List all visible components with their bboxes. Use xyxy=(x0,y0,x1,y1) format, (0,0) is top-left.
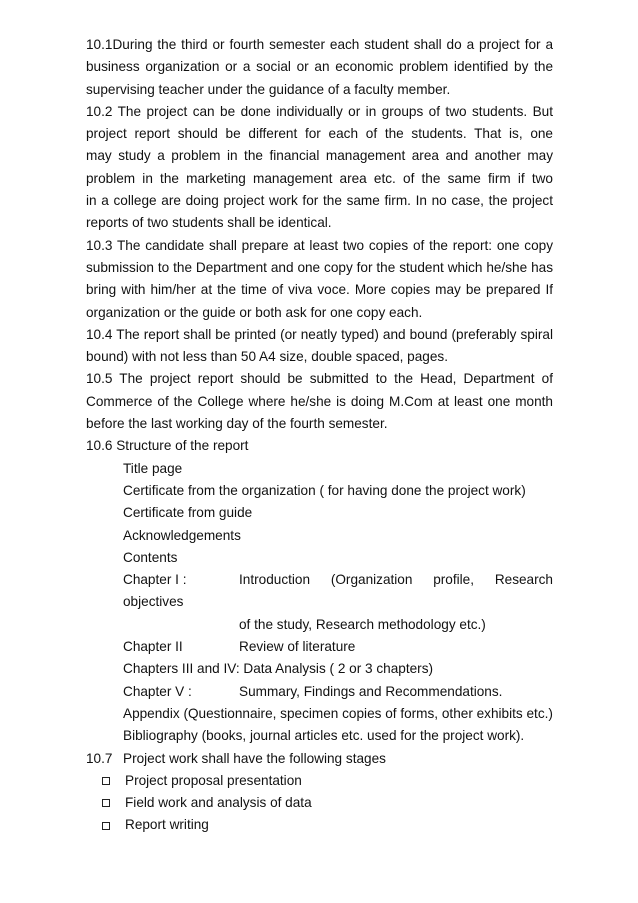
chapter-text: Review of literature xyxy=(239,639,356,655)
paragraph-10-6 xyxy=(86,435,553,747)
text-line: problem in the marketing management area etc. of the same firm if two xyxy=(86,170,553,186)
text-line: in a college are doing project work for the same firm. In no case, the project xyxy=(86,193,553,209)
paragraph-10-3 xyxy=(86,235,553,324)
stage-item xyxy=(86,792,553,814)
paragraph-10-4 xyxy=(86,324,553,369)
text-line: may study a problem in the financial management area and another may xyxy=(86,148,553,164)
section-heading: 10.6 Structure of the report xyxy=(86,438,249,454)
stage-item xyxy=(86,814,553,836)
text-line: organization or the guide or both ask for one copy each. xyxy=(86,304,423,320)
chapter-1-objectives: objectives xyxy=(123,594,184,610)
text-line: 10.2 The project can be done individually or in groups of two students. But xyxy=(86,103,553,119)
paragraph-10-1 xyxy=(86,34,553,101)
text-line: submission to the Department and one copy for the student which he/she has xyxy=(86,259,553,275)
paragraph-10-5 xyxy=(86,368,553,435)
text-line: bring with him/her at the time of viva voce. More copies may be prepared If xyxy=(86,282,553,298)
text-line: before the last working day of the fourth semester. xyxy=(86,416,388,432)
structure-item-chapter-1 xyxy=(86,569,553,591)
text-line: project report should be different for each of the students. That is, one xyxy=(86,126,553,142)
structure-item-certificate-org: Certificate from the organization ( for having done the project work) xyxy=(123,482,526,498)
chapter-text: Introduction (Organization profile, Research xyxy=(239,572,553,588)
square-bullet-icon xyxy=(102,822,110,830)
paragraph-10-2 xyxy=(86,101,553,235)
structure-item-acknowledgements: Acknowledgements xyxy=(123,527,241,543)
text-line: 10.4 The report shall be printed (or neatly typed) and bound (preferably spiral xyxy=(86,326,553,342)
square-bullet-icon xyxy=(102,799,110,807)
chapter-text: Summary, Findings and Recommendations. xyxy=(239,683,503,699)
stage-label: Project proposal presentation xyxy=(125,772,302,788)
section-number: 10.7 xyxy=(86,750,113,766)
structure-item-bibliography: Bibliography (books, journal articles etc. used for the project work). xyxy=(123,728,525,744)
structure-item-certificate-guide: Certificate from guide xyxy=(123,505,253,521)
square-bullet-icon xyxy=(102,777,110,785)
structure-item-chapter-2 xyxy=(86,636,553,658)
section-text: Project work shall have the following stages xyxy=(123,750,386,766)
structure-item-chapter-5 xyxy=(86,681,553,703)
structure-item-chapters-3-4: Chapters III and IV: Data Analysis ( 2 or 3 chapters) xyxy=(123,661,434,677)
chapter-1-continuation: of the study, Research methodology etc.) xyxy=(239,616,486,632)
structure-item-appendix: Appendix (Questionnaire, specimen copies of forms, other exhibits etc.) xyxy=(123,705,553,721)
chapter-label: Chapter II xyxy=(123,639,183,655)
stage-label: Field work and analysis of data xyxy=(125,795,312,811)
text-line: 10.1During the third or fourth semester each student shall do a project for a xyxy=(86,37,553,52)
chapter-label: Chapter I : xyxy=(123,572,187,588)
text-line: Commerce of the College where he/she is doing M.Com at least one month xyxy=(86,393,553,409)
stage-label: Report writing xyxy=(125,817,209,833)
text-line: 10.3 The candidate shall prepare at least two copies of the report: one copy xyxy=(86,237,553,253)
text-line: supervising teacher under the guidance of a faculty member. xyxy=(86,81,451,97)
chapter-label: Chapter V : xyxy=(123,683,192,699)
structure-item-title-page: Title page xyxy=(123,460,183,476)
structure-item-contents: Contents xyxy=(123,549,178,565)
document-page xyxy=(86,34,553,837)
paragraph-10-7 xyxy=(86,748,553,770)
text-line: reports of two students shall be identical. xyxy=(86,215,332,231)
stage-item xyxy=(86,770,553,792)
text-line: bound) with not less than 50 A4 size, double spaced, pages. xyxy=(86,349,448,365)
text-line: business organization or a social or an economic problem identified by the xyxy=(86,59,553,75)
text-line: 10.5 The project report should be submitted to the Head, Department of xyxy=(86,371,553,387)
